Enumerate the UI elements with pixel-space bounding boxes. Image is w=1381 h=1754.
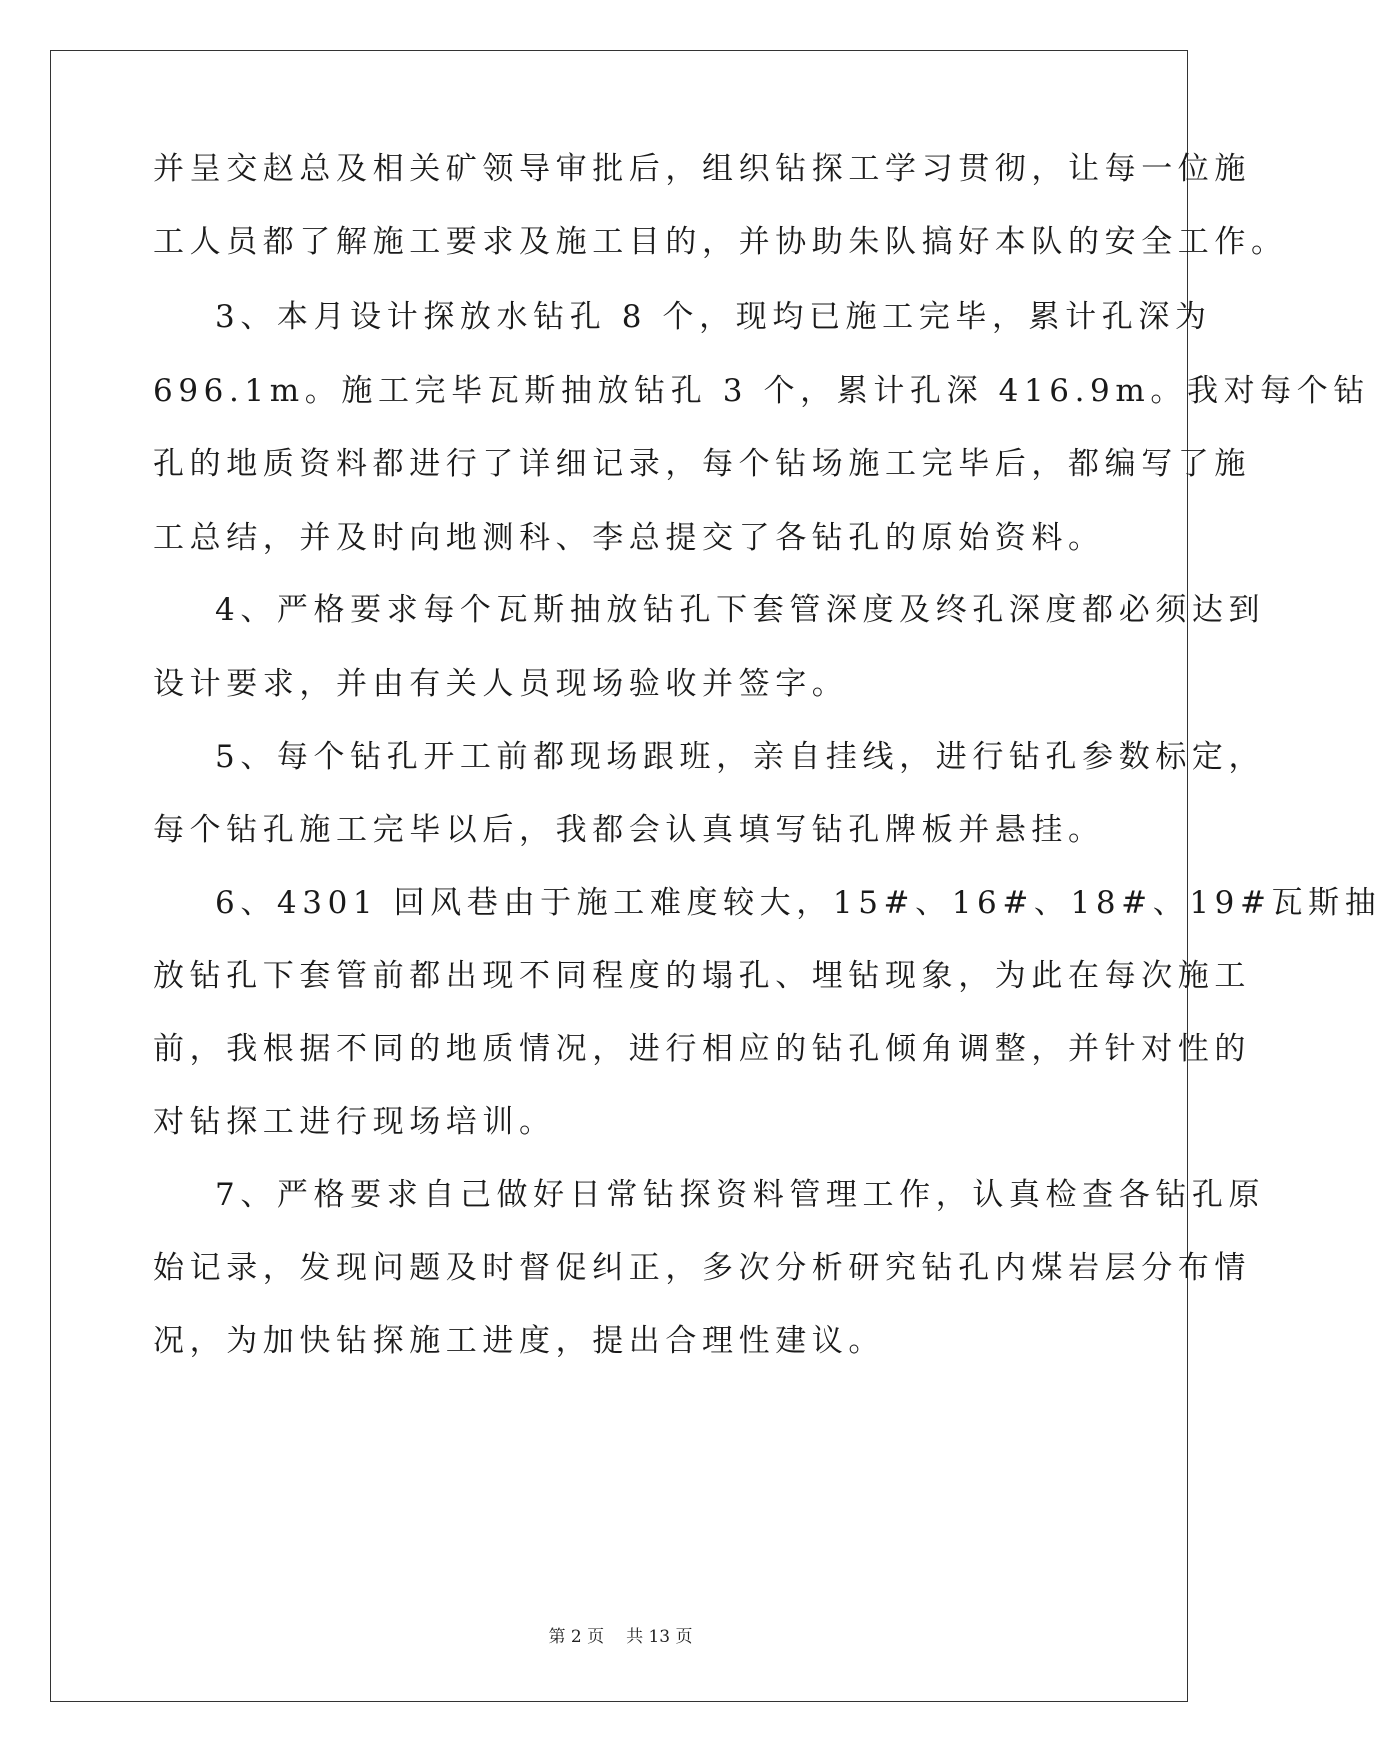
paragraph-3-start: 3、本月设计探放水钻孔 8 个，现均已施工完毕，累计孔深为: [215, 299, 1212, 335]
page-number: 第 2 页: [548, 1627, 605, 1647]
text-line: 前，我根据不同的地质情况，进行相应的钻孔倾角调整，并针对性的: [153, 1031, 1251, 1067]
text-line: 工总结，并及时向地测科、李总提交了各钻孔的原始资料。: [153, 520, 1105, 556]
page-total: 共 13 页: [626, 1627, 693, 1647]
text-line: 每个钻孔施工完毕以后，我都会认真填写钻孔牌板并悬挂。: [153, 812, 1105, 848]
paragraph-5-start: 5、每个钻孔开工前都现场跟班，亲自挂线，进行钻孔参数标定，: [215, 739, 1266, 775]
text-line: 并呈交赵总及相关矿领导审批后，组织钻探工学习贯彻，让每一位施: [153, 151, 1251, 187]
text-line: 696.1m。施工完毕瓦斯抽放钻孔 3 个，累计孔深 416.9m。我对每个钻: [153, 373, 1370, 409]
text-line: 设计要求，并由有关人员现场验收并签字。: [153, 666, 849, 702]
text-line: 放钻孔下套管前都出现不同程度的塌孔、埋钻现象，为此在每次施工: [153, 958, 1251, 994]
text-line: 孔的地质资料都进行了详细记录，每个钻场施工完毕后，都编写了施: [153, 446, 1251, 482]
text-line: 始记录，发现问题及时督促纠正，多次分析研究钻孔内煤岩层分布情: [153, 1250, 1251, 1286]
text-line: 工人员都了解施工要求及施工目的，并协助朱队搞好本队的安全工作。: [153, 224, 1288, 260]
paragraph-6-start: 6、4301 回风巷由于施工难度较大，15#、16#、18#、19#瓦斯抽: [215, 885, 1381, 921]
text-line: 对钻探工进行现场培训。: [153, 1104, 556, 1140]
paragraph-4-start: 4、严格要求每个瓦斯抽放钻孔下套管深度及终孔深度都必须达到: [215, 592, 1266, 628]
text-line: 况，为加快钻探施工进度，提出合理性建议。: [153, 1323, 885, 1359]
page-footer: [0, 1622, 1241, 1647]
paragraph-7-start: 7、严格要求自己做好日常钻探资料管理工作，认真检查各钻孔原: [215, 1177, 1266, 1213]
